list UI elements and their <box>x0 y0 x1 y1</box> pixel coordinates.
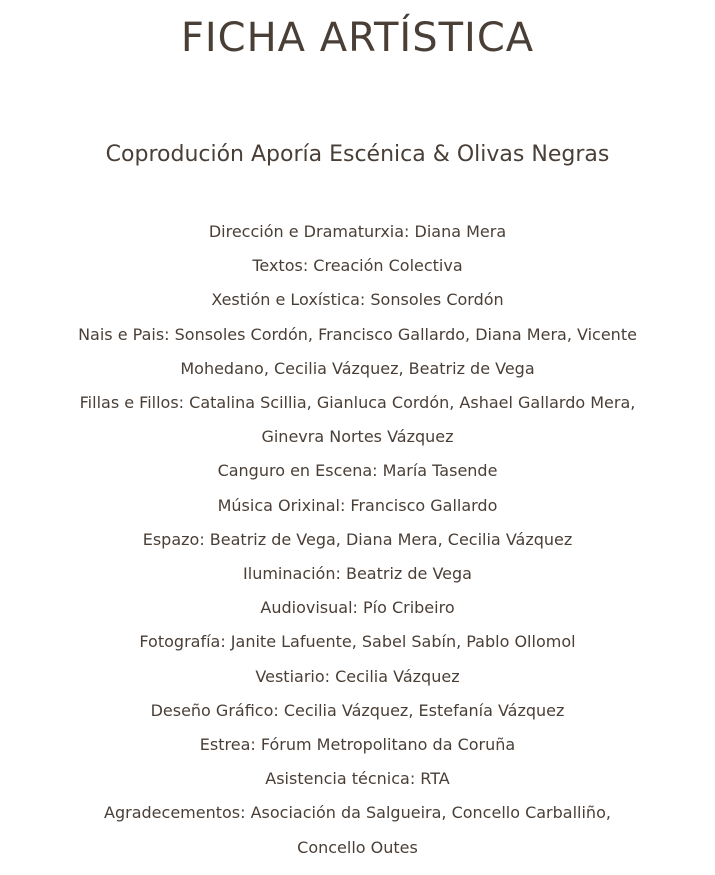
credit-line: Fillas e Fillos: Catalina Scillia, Gianluca Cordón, Ashael Gallardo Mera, <box>79 393 636 413</box>
credit-line: Iluminación: Beatriz de Vega <box>243 564 472 584</box>
credit-line: Audiovisual: Pío Cribeiro <box>260 598 455 618</box>
credit-line: Espazo: Beatriz de Vega, Diana Mera, Cecilia Vázquez <box>142 529 573 549</box>
credit-line: Deseño Gráfico: Cecilia Vázquez, Estefanía Vázquez <box>150 700 565 720</box>
credit-line: Agradecementos: Asociación da Salgueira, Concello Carballiño, <box>104 803 611 823</box>
credit-line: Canguro en Escena: María Tasende <box>217 461 498 481</box>
credit-line: Xestión e Loxística: Sonsoles Cordón <box>211 290 504 310</box>
credit-line: Nais e Pais: Sonsoles Cordón, Francisco Gallardo, Diana Mera, Vicente <box>78 324 637 344</box>
credit-line: Dirección e Dramaturxia: Diana Mera <box>208 222 507 241</box>
page-title: FICHA ARTÍSTICA <box>180 15 535 61</box>
credits-list <box>40 215 675 865</box>
credit-line: Ginevra Nortes Vázquez <box>261 427 454 447</box>
credit-line: Textos: Creación Colectiva <box>252 256 463 276</box>
credit-line: Estrea: Fórum Metropolitano da Coruña <box>199 735 516 755</box>
credit-line: Vestiario: Cecilia Vázquez <box>255 666 460 686</box>
credit-line: Fotografía: Janite Lafuente, Sabel Sabín, Pablo Ollomol <box>139 632 576 652</box>
production-subtitle: Coprodución Aporía Escénica & Olivas Negras <box>105 142 610 167</box>
credit-line: Música Orixinal: Francisco Gallardo <box>217 495 498 515</box>
credit-line: Mohedano, Cecilia Vázquez, Beatriz de Vega <box>180 358 535 378</box>
credit-line: Concello Outes <box>297 837 418 857</box>
credit-line: Asistencia técnica: RTA <box>265 769 450 789</box>
